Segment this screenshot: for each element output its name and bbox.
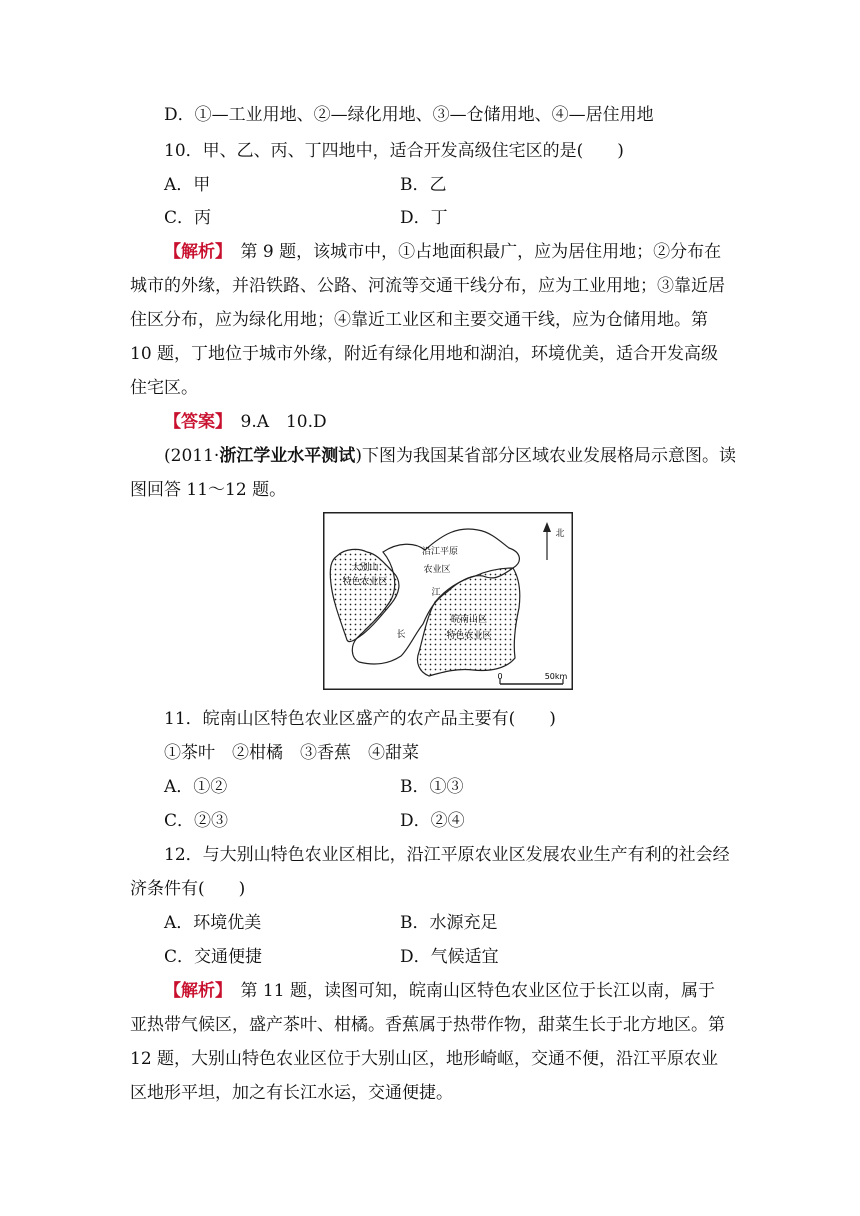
yanjiang-label-2: 农业区: [423, 565, 451, 575]
intro-line-1: (2011·浙江学业水平测试)下图为我国某省部分区域农业发展格局示意图。读: [164, 446, 736, 466]
analysis-2-line-2: 亚热带气候区，盛产茶叶、柑橘。香蕉属于热带作物，甜菜生长于北方地区。第: [130, 1015, 725, 1035]
intro-line-2: 图回答 11～12 题。: [130, 480, 287, 500]
q12-option-c: C．交通便捷: [164, 947, 263, 967]
yanjiang-label-1: 沿江平原: [421, 547, 459, 557]
dabieshan-label-2: 特色农业区: [342, 577, 388, 587]
wannan-label-1: 皖南山区: [450, 615, 488, 625]
analysis-2-line-3: 12 题，大别山特色农业区位于大别山区，地形崎岖，交通不便，沿江平原农业: [130, 1049, 719, 1069]
wannan-label-2: 特色农业区: [446, 631, 492, 641]
q11-option-a: A．①②: [164, 777, 228, 797]
analysis-1-line-1: 【解析】 第 9 题，该城市中，①占地面积最广，应为居住用地；②分布在: [164, 242, 722, 262]
q11-option-d: D．②④: [400, 811, 465, 831]
q10-option-b: B．乙: [400, 175, 447, 195]
q11-option-c: C．②③: [164, 811, 229, 831]
answer-1: 【答案】 9.A 10.D: [164, 412, 327, 432]
answer-tag: 【答案】: [164, 412, 224, 432]
q9-option-d: D．①—工业用地、②—绿化用地、③—仓储用地、④—居住用地: [164, 105, 654, 125]
q10-option-a: A．甲: [164, 175, 211, 195]
analysis-tag: 【解析】: [164, 242, 224, 262]
q10-stem: 10．甲、乙、丙、丁四地中，适合开发高级住宅区的是( ): [164, 141, 624, 161]
analysis-1-line-3: 住区分布，应为绿化用地；④靠近工业区和主要交通干线，应为仓储用地。第: [130, 310, 708, 330]
q11-items: ①茶叶 ②柑橘 ③香蕉 ④甜菜: [164, 743, 419, 763]
q10-option-d: D．丁: [400, 208, 448, 228]
river-label-chang: 长: [396, 630, 406, 640]
scale-km: 50km: [544, 672, 568, 681]
analysis-1-line-4: 10 题，丁地位于城市外缘，附近有绿化用地和湖泊，环境优美，适合开发高级: [130, 344, 719, 364]
agriculture-map: [323, 512, 573, 690]
north-label: 北: [555, 529, 565, 539]
analysis-1-line-5: 住宅区。: [130, 378, 198, 398]
river-label-jiang: 江: [431, 588, 441, 598]
analysis-2-line-1: 【解析】 第 11 题，读图可知，皖南山区特色农业区位于长江以南，属于: [164, 981, 715, 1001]
dabieshan-label-1: 大别山: [351, 563, 379, 573]
source-name: 浙江学业水平测试: [219, 446, 356, 466]
q12-option-d: D．气候适宜: [400, 947, 499, 967]
q12-option-b: B．水源充足: [400, 913, 498, 933]
q12-stem-line-2: 济条件有( ): [130, 879, 246, 899]
q10-option-c: C．丙: [164, 208, 212, 228]
analysis-1-line-2: 城市的外缘，并沿铁路、公路、河流等交通干线分布，应为工业用地；③靠近居: [130, 276, 725, 296]
scale-zero: 0: [497, 672, 503, 681]
analysis-tag: 【解析】: [164, 981, 224, 1001]
q11-stem: 11．皖南山区特色农业区盛产的农产品主要有( ): [164, 709, 556, 729]
analysis-2-line-4: 区地形平坦，加之有长江水运，交通便捷。: [130, 1083, 453, 1103]
q12-stem-line-1: 12．与大别山特色农业区相比，沿江平原农业区发展农业生产有利的社会经: [164, 845, 730, 865]
q12-option-a: A．环境优美: [164, 913, 262, 933]
q11-option-b: B．①③: [400, 777, 464, 797]
